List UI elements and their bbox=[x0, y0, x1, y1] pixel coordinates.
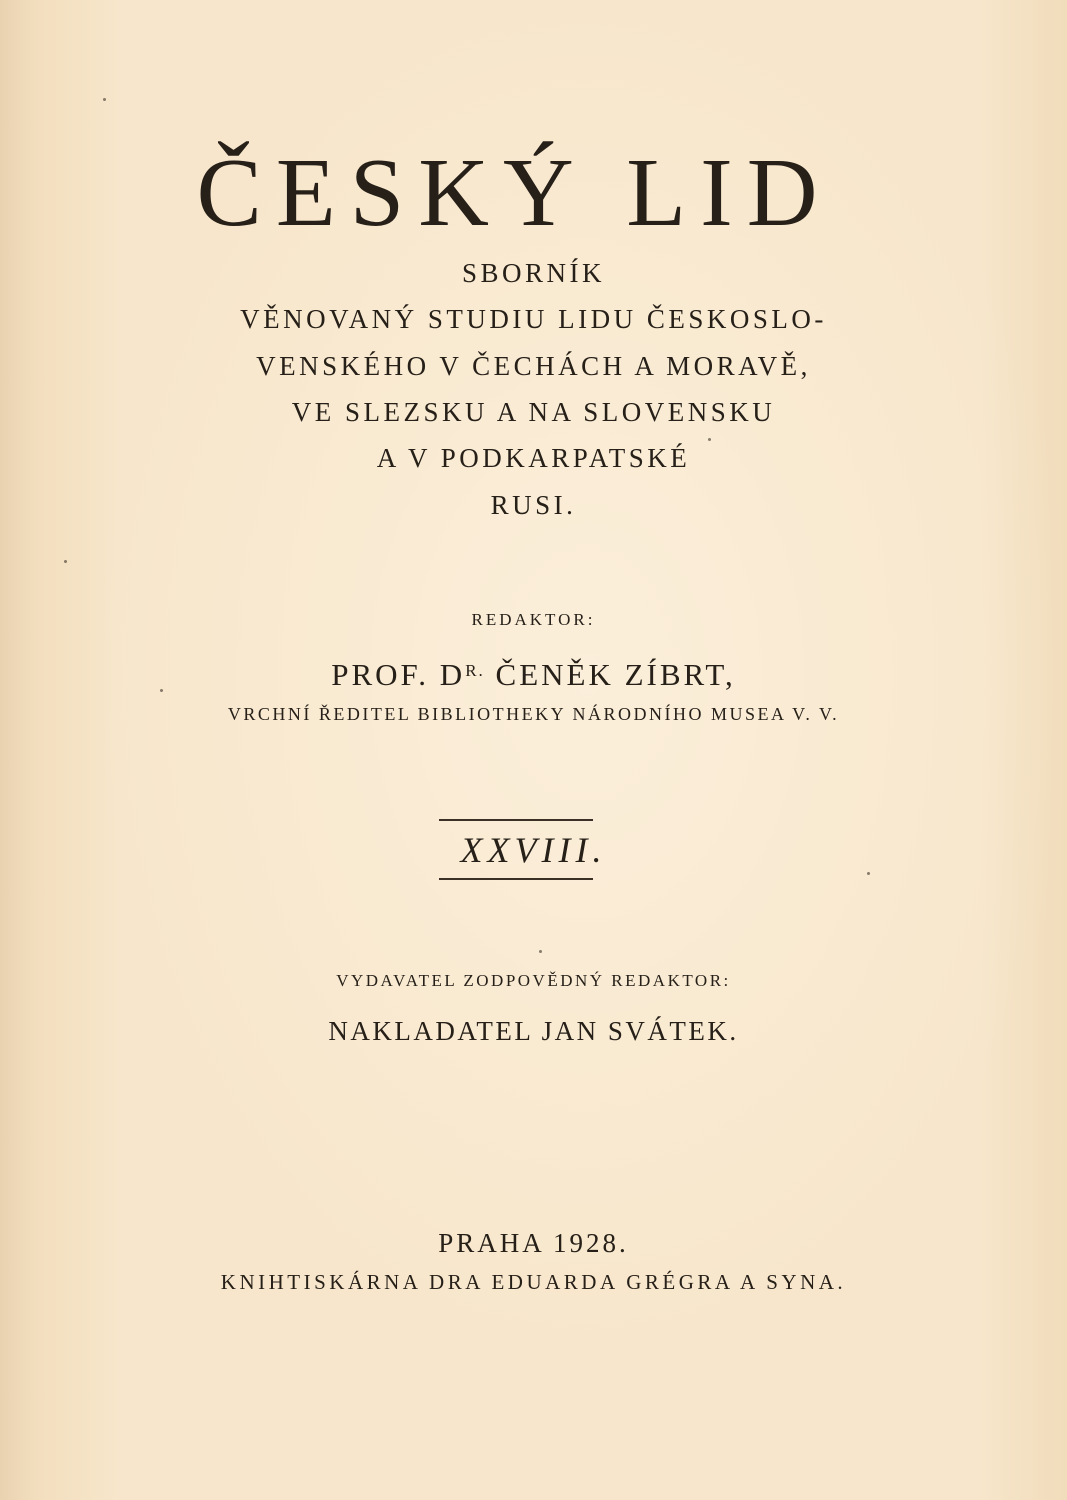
editor-label: REDAKTOR: bbox=[471, 610, 596, 629]
subtitle-line-5: A V PODKARPATSKÉ bbox=[376, 443, 691, 473]
volume-number: XXVIII. bbox=[460, 830, 607, 870]
editor-title: VRCHNÍ ŘEDITEL BIBLIOTHEKY NÁRODNÍHO MUSEA V. V. bbox=[227, 704, 840, 724]
editor-prefix: PROF. D bbox=[331, 657, 466, 692]
paper-speck bbox=[103, 98, 106, 101]
paper-speck bbox=[64, 560, 67, 563]
volume-rule-top bbox=[439, 819, 593, 821]
paper-speck bbox=[160, 689, 163, 692]
volume-rule-bottom bbox=[439, 878, 593, 880]
paper-speck bbox=[867, 872, 870, 875]
place-year: PRAHA 1928. bbox=[438, 1228, 629, 1258]
subtitle-line-3: VENSKÉHO V ČECHÁCH A MORAVĚ, bbox=[256, 351, 811, 381]
subtitle-line-2: VĚNOVANÝ STUDIU LIDU ČESKOSLO- bbox=[240, 304, 827, 334]
editor-name: ČENĚK ZÍBRT, bbox=[495, 657, 736, 692]
publisher-name: NAKLADATEL JAN SVÁTEK. bbox=[328, 1016, 739, 1046]
editor-line bbox=[0, 652, 1067, 694]
printer: KNIHTISKÁRNA DRA EDUARDA GRÉGRA A SYNA. bbox=[220, 1270, 847, 1294]
paper-speck bbox=[708, 438, 711, 441]
subtitle-line-4: VE SLEZSKU A NA SLOVENSKU bbox=[291, 397, 776, 427]
publisher-label: VYDAVATEL ZODPOVĚDNÝ REDAKTOR: bbox=[336, 971, 731, 990]
subtitle-line-1: SBORNÍK bbox=[461, 258, 606, 288]
paper-speck bbox=[539, 950, 542, 953]
editor-prefix-superscript: R. bbox=[465, 661, 485, 680]
book-title: ČESKÝ LID bbox=[196, 139, 832, 247]
subtitle-line-6: RUSI. bbox=[490, 490, 577, 520]
